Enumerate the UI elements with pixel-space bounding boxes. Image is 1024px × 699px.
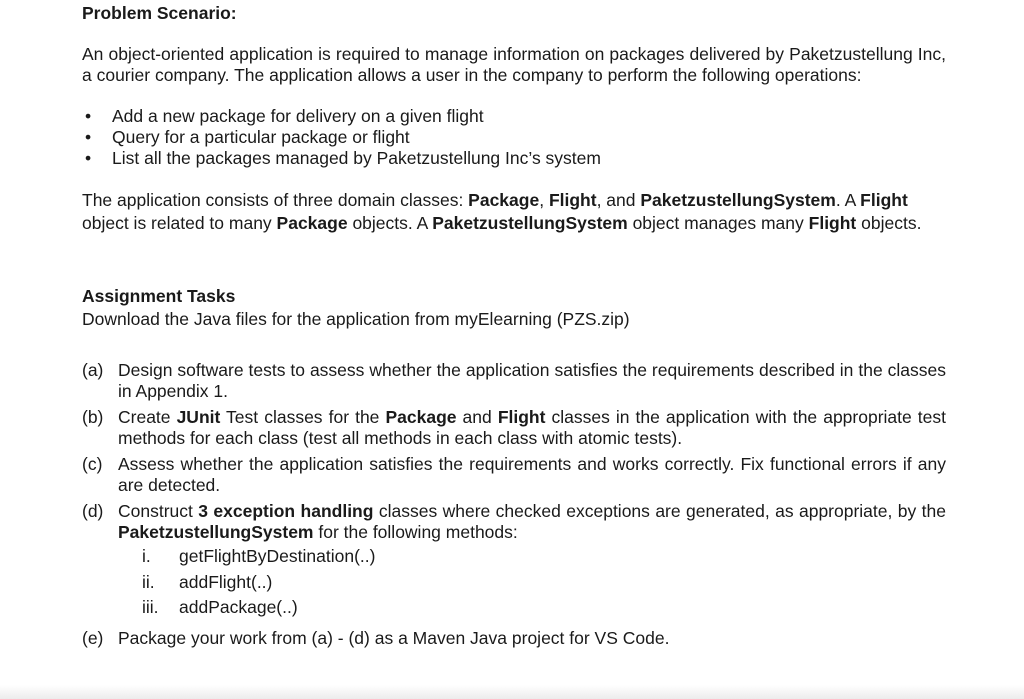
- bold-term: 3 exception handling: [198, 501, 374, 521]
- task-text: [118, 501, 946, 543]
- task-text: Package your work from (a) - (d) as a Maven Java project for VS Code.: [118, 627, 670, 648]
- text-run: objects.: [856, 213, 922, 233]
- task-e: [82, 628, 946, 649]
- class-name: PaketzustellungSystem: [640, 190, 836, 210]
- text-run: ,: [539, 190, 549, 210]
- list-item: [118, 597, 946, 623]
- text-run: object manages many: [627, 213, 809, 233]
- bold-term: JUnit: [176, 407, 221, 427]
- intro-paragraph: An object-oriented application is required to manage information on packages delivered by Paketzustellung Inc, a courier company. The application allows a user in the company to perform the following operations:: [82, 44, 946, 85]
- text-run: objects. A: [347, 213, 433, 233]
- task-marker: (a): [82, 360, 104, 380]
- list-item: [82, 148, 946, 169]
- bold-term: PaketzustellungSystem: [118, 522, 314, 542]
- bullet-icon: •: [85, 106, 92, 126]
- class-name: Package: [468, 190, 540, 210]
- class-name: Package: [276, 213, 348, 233]
- roman-numeral: ii.: [142, 571, 155, 592]
- task-text: Assess whether the application satisfies the requirements and works correctly. Fix functional errors if any are detected.: [118, 454, 946, 495]
- text-run: for the following methods:: [313, 522, 518, 542]
- method-name: addPackage(..): [179, 597, 298, 617]
- method-name: getFlightByDestination(..): [179, 546, 376, 566]
- operations-list: [82, 106, 946, 169]
- operation-text: List all the packages managed by Paketzustellung Inc’s system: [112, 148, 601, 168]
- task-c: [82, 454, 946, 496]
- bullet-icon: •: [85, 127, 92, 147]
- page-bottom-shadow: [0, 685, 1024, 699]
- class-name: Flight: [860, 190, 908, 210]
- class-name: PaketzustellungSystem: [432, 213, 628, 233]
- task-b: [82, 407, 946, 449]
- list-item: [118, 546, 946, 572]
- assignment-tasks-heading: Assignment Tasks: [82, 286, 236, 306]
- operation-text: Query for a particular package or flight: [112, 127, 410, 147]
- list-item: [82, 127, 946, 148]
- text-run: classes where checked exceptions are generated, as appropriate, by the: [373, 501, 946, 521]
- bold-term: Flight: [497, 407, 546, 427]
- task-a: [82, 360, 946, 402]
- task-marker: (b): [82, 407, 104, 427]
- roman-numeral: i.: [142, 546, 151, 566]
- class-name: Flight: [548, 190, 597, 210]
- text-run: Construct: [118, 501, 199, 521]
- roman-numeral: iii.: [142, 597, 159, 617]
- problem-scenario-heading: Problem Scenario:: [82, 3, 237, 23]
- text-run: and: [456, 407, 498, 427]
- task-marker: (e): [82, 627, 104, 648]
- document: [82, 0, 946, 654]
- operation-text: Add a new package for delivery on a given flight: [112, 106, 484, 126]
- class-name: Flight: [808, 213, 857, 233]
- bullet-icon: •: [85, 148, 92, 168]
- method-name: addFlight(..): [179, 571, 273, 592]
- text-run: . A: [835, 190, 861, 210]
- list-item: [118, 572, 946, 598]
- text-run: , and: [596, 190, 641, 210]
- tasks-list: [82, 360, 946, 649]
- task-d: [82, 501, 946, 623]
- text-run: The application consists of three domain classes:: [82, 190, 469, 210]
- domain-classes-paragraph: [82, 189, 946, 235]
- task-text: [118, 407, 946, 449]
- task-text: Design software tests to assess whether the application satisfies the requirements described in the classes in Appendix 1.: [118, 360, 946, 401]
- methods-list: [118, 546, 946, 623]
- task-marker: (c): [82, 454, 103, 474]
- text-run: object is related to many: [82, 213, 277, 233]
- text-run: Create: [118, 407, 177, 427]
- bold-term: Package: [385, 407, 457, 427]
- text-run: Test classes for the: [220, 407, 386, 427]
- task-marker: (d): [82, 501, 104, 521]
- text-run: classes in the application with the appropriate test methods for each class (test all methods in each class with atomic tests).: [118, 407, 946, 448]
- list-item: [82, 106, 946, 127]
- download-instructions: Download the Java files for the application from myElearning (PZS.zip): [82, 309, 630, 329]
